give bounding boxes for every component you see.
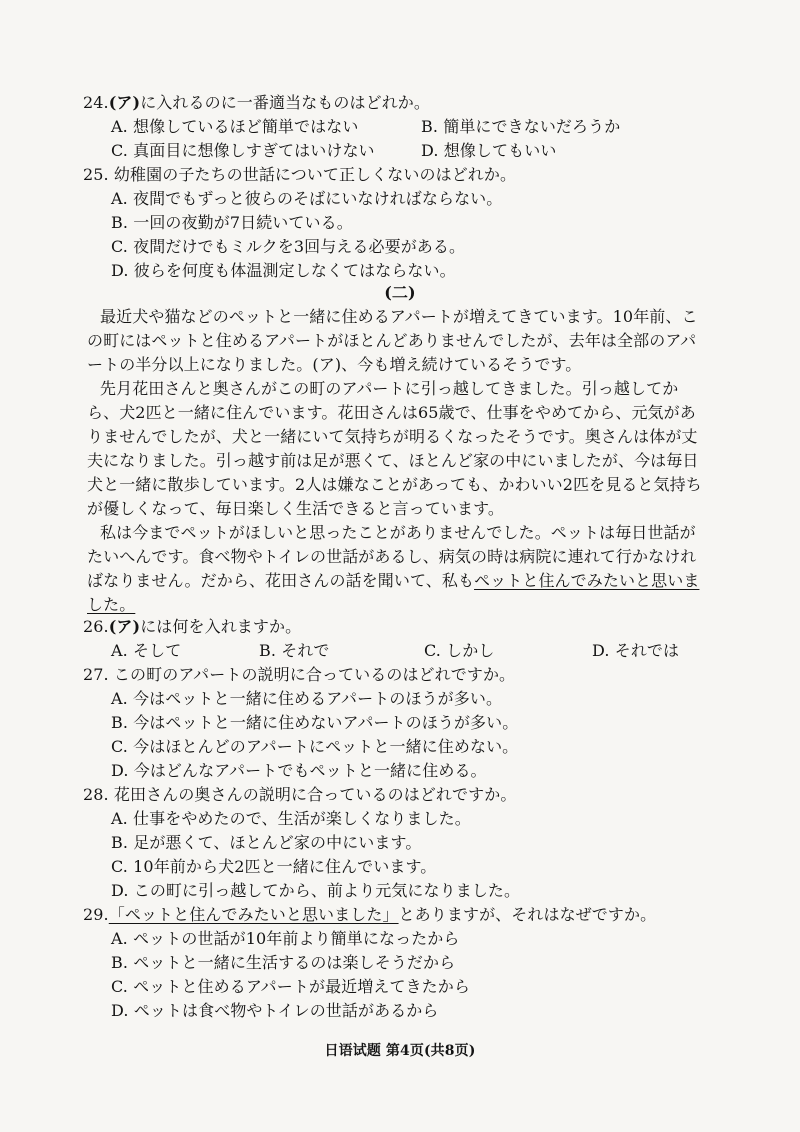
- option-b: B. 足が悪くて、ほとんど家の中にいます。: [111, 833, 422, 852]
- option-a: A. 仕事をやめたので、生活が楽しくなりました。: [111, 809, 471, 828]
- question-number: 26.: [83, 617, 109, 636]
- passage-line: ら、犬2匹と一緒に住んでいます。花田さんは65歳で、仕事をやめてから、元気があ: [87, 403, 696, 422]
- option-a: A. そして: [111, 641, 182, 660]
- question-text: には何を入れますか。: [140, 617, 302, 636]
- question-25: 25. 幼稚園の子たちの世話について正しくないのはどれか。: [83, 165, 517, 184]
- option-row: [111, 116, 800, 138]
- option-c: C. 今はほとんどのアパートにペットと一緒に住めない。: [111, 737, 519, 756]
- option-c: C. 夜間だけでもミルクを3回与える必要がある。: [111, 237, 466, 256]
- option-a: A. ペットの世話が10年前より簡単になったから: [111, 929, 460, 948]
- option-d: D. ペットは食べ物やトイレの世話があるから: [111, 1001, 439, 1020]
- passage-line: [87, 570, 800, 592]
- blank-marker: (ア): [108, 93, 141, 112]
- option-row: [111, 640, 800, 662]
- option-row: [111, 140, 800, 162]
- option-c: C. しかし: [424, 641, 495, 660]
- option-d: D. 彼らを何度も体温測定しなくてはならない。: [111, 261, 456, 280]
- option-d: D. 今はどんなアパートでもペットと一緒に住める。: [111, 761, 487, 780]
- option-b: B. ペットと一緒に生活するのは楽しそうだから: [111, 953, 456, 972]
- underlined-phrase: した。: [87, 595, 136, 614]
- page-footer: 日语试题 第4页(共8页): [324, 1043, 476, 1059]
- question-text: に入れるのに一番適当なものはどれか。: [140, 93, 431, 112]
- question-28: 28. 花田さんの奥さんの説明に合っているのはどれですか。: [83, 785, 517, 804]
- question-26: [83, 616, 800, 638]
- question-number: 29.: [83, 905, 109, 924]
- passage-line: 最近犬や猫などのペットと一緒に住めるアパートが増えてきています。10年前、こ: [100, 307, 698, 326]
- question-24: [83, 92, 800, 114]
- option-d: D. この町に引っ越してから、前より元気になりました。: [111, 881, 521, 900]
- option-d: D. それでは: [592, 641, 680, 660]
- option-a: A. 想像しているほど簡単ではない: [111, 117, 359, 136]
- passage-line: 先月花田さんと奥さんがこの町のアパートに引っ越してきました。引っ越してか: [100, 379, 679, 398]
- question-text: とありますが、それはなぜですか。: [398, 905, 657, 924]
- option-b: B. 今はペットと一緒に住めないアパートのほうが多い。: [111, 713, 519, 732]
- option-d: D. 想像してもいい: [421, 141, 557, 160]
- passage-line: 夫になりました。引っ越す前は足が悪くて、ほとんど家の中にいましたが、今は毎日: [87, 451, 699, 470]
- passage-line: 犬と一緒に散歩しています。2人は嫌なことがあっても、かわいい2匹を見ると気持ち: [87, 475, 702, 494]
- option-c: C. 真面目に想像しすぎてはいけない: [111, 141, 375, 160]
- passage-line: [87, 594, 800, 616]
- option-b: B. 簡単にできないだろうか: [421, 117, 621, 136]
- passage-text: ばなりません。だから、花田さんの話を聞いて、私も: [87, 571, 475, 590]
- option-b: B. 一回の夜勤が7日続いている。: [111, 213, 353, 232]
- passage-line: ートの半分以上になりました。(ア)、今も増え続けているそうです。: [87, 355, 582, 374]
- question-27: 27. この町のアパートの説明に合っているのはどれですか。: [83, 665, 516, 684]
- passage-line: りませんでしたが、犬と一緒にいて気持ちが明るくなったそうです。奥さんは体が丈: [87, 427, 698, 446]
- passage-line: たいへんです。食べ物やトイレの世話があるし、病気の時は病院に連れて行かなけれ: [87, 547, 697, 566]
- option-a: A. 夜間でもずっと彼らのそばにいなければならない。: [111, 189, 503, 208]
- passage-line: の町にはペットと住めるアパートがほとんどありませんでしたが、去年は全部のアパ: [87, 331, 697, 350]
- blank-marker: (ア): [108, 617, 141, 636]
- underlined-phrase: ペットと住んでみたいと思いま: [474, 571, 700, 590]
- question-number: 24.: [83, 93, 109, 112]
- underlined-quote: 「ペットと住んでみたいと思いました」: [108, 905, 399, 924]
- question-29: [83, 904, 800, 926]
- option-b: B. それで: [259, 641, 330, 660]
- option-a: A. 今はペットと一緒に住めるアパートのほうが多い。: [111, 689, 503, 708]
- section-title: (二): [384, 283, 416, 302]
- option-c: C. 10年前から犬2匹と一緒に住んでいます。: [111, 857, 437, 876]
- option-c: C. ペットと住めるアパートが最近増えてきたから: [111, 977, 470, 996]
- passage-line: 私は今までペットがほしいと思ったことがありませんでした。ペットは毎日世話が: [100, 523, 696, 542]
- passage-line: が優しくなって、毎日楽しく生活できると言っています。: [87, 499, 505, 518]
